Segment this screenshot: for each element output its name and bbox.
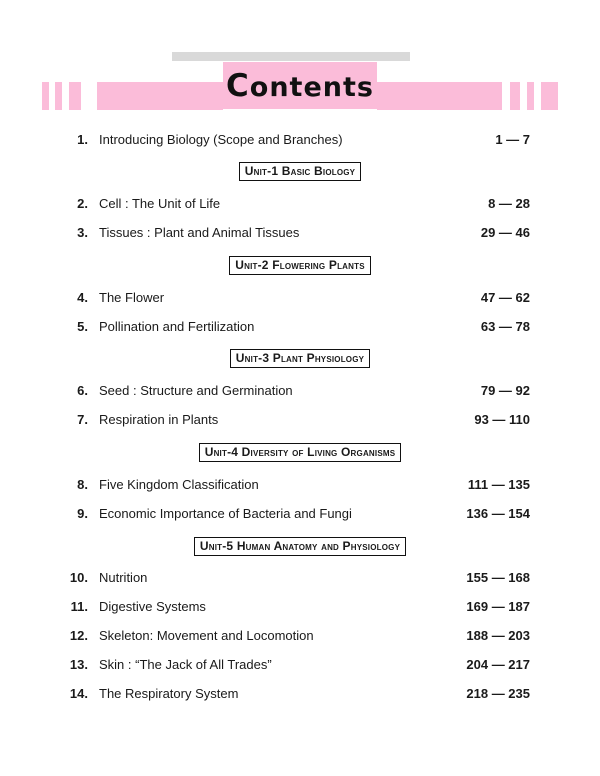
page-range: 29 — 46: [480, 225, 530, 240]
stripe: [69, 82, 81, 110]
chapter-number: 2.: [77, 196, 88, 211]
chapter-number: 3.: [77, 225, 88, 240]
toc-row[interactable]: [0, 626, 600, 646]
chapter-title: Digestive Systems: [99, 599, 206, 614]
page-range: 218 — 235: [466, 686, 530, 701]
chapter-number: 9.: [77, 506, 88, 521]
stripe: [527, 82, 534, 110]
unit-heading-row: [0, 443, 600, 462]
toc-row[interactable]: [0, 223, 600, 243]
toc-row[interactable]: [0, 684, 600, 704]
chapter-number: 10.: [69, 570, 88, 585]
chapter-number: 7.: [77, 412, 88, 427]
toc-row[interactable]: [0, 504, 600, 524]
page-range: 1 — 7: [495, 132, 530, 147]
chapter-number: 14.: [69, 686, 88, 701]
chapter-number: 12.: [69, 628, 88, 643]
toc-row[interactable]: [0, 194, 600, 214]
page-range: 111 — 135: [467, 477, 530, 492]
stripe: [42, 82, 49, 110]
unit-heading: Unit-2 Flowering Plants: [229, 256, 371, 275]
chapter-title: Nutrition: [99, 570, 148, 585]
chapter-title: Skin : “The Jack of All Trades”: [99, 657, 272, 672]
toc-row[interactable]: [0, 410, 600, 430]
unit-heading-row: [0, 256, 600, 275]
page-range: 63 — 78: [480, 319, 530, 334]
stripe: [510, 82, 520, 110]
chapter-number: 8.: [77, 477, 88, 492]
toc-row[interactable]: [0, 475, 600, 495]
page-range: 8 — 28: [488, 196, 530, 211]
chapter-number: 11.: [70, 599, 88, 614]
chapter-number: 13.: [69, 657, 88, 672]
unit-heading-row: [0, 349, 600, 368]
unit-heading-row: [0, 162, 600, 181]
unit-heading: Unit-1 Basic Biology: [239, 162, 361, 181]
chapter-title: Five Kingdom Classification: [99, 477, 259, 492]
unit-heading-row: [0, 537, 600, 556]
page-range: 136 — 154: [466, 506, 530, 521]
stripe: [541, 82, 558, 110]
chapter-title: The Respiratory System: [99, 686, 239, 701]
unit-heading: Unit-3 Plant Physiology: [230, 349, 370, 368]
toc-row[interactable]: [0, 317, 600, 337]
page-title: Contents: [226, 67, 374, 104]
header-gray-bar: [172, 52, 410, 61]
unit-heading: Unit-5 Human Anatomy and Physiology: [194, 537, 406, 556]
chapter-title: The Flower: [99, 290, 165, 305]
unit-heading: Unit-4 Diversity of Living Organisms: [199, 443, 402, 462]
chapter-title: Cell : The Unit of Life: [99, 196, 221, 211]
toc-row[interactable]: [0, 130, 600, 150]
chapter-number: 4.: [77, 290, 88, 305]
toc-row[interactable]: [0, 655, 600, 675]
chapter-title: Pollination and Fertilization: [99, 319, 255, 334]
chapter-number: 1.: [77, 132, 88, 147]
chapter-title: Respiration in Plants: [99, 412, 219, 427]
chapter-title: Skeleton: Movement and Locomotion: [99, 628, 314, 643]
stripe: [97, 82, 223, 110]
page-title-box: [223, 62, 377, 109]
toc-row[interactable]: [0, 568, 600, 588]
page-range: 169 — 187: [466, 599, 530, 614]
page-range: 188 — 203: [466, 628, 530, 643]
chapter-title: Seed : Structure and Germination: [99, 383, 293, 398]
page-range: 79 — 92: [480, 383, 530, 398]
page-range: 204 — 217: [466, 657, 530, 672]
toc-row[interactable]: [0, 597, 600, 617]
chapter-number: 6.: [77, 383, 88, 398]
chapter-title: Tissues : Plant and Animal Tissues: [99, 225, 300, 240]
stripe: [377, 82, 502, 110]
page-range: 93 — 110: [474, 412, 530, 427]
chapter-title: Introducing Biology (Scope and Branches): [99, 132, 343, 147]
chapter-title: Economic Importance of Bacteria and Fungi: [99, 506, 352, 521]
stripe: [55, 82, 62, 110]
chapter-number: 5.: [77, 319, 88, 334]
page-range: 47 — 62: [480, 290, 530, 305]
toc-row[interactable]: [0, 288, 600, 308]
toc-row[interactable]: [0, 381, 600, 401]
page-range: 155 — 168: [466, 570, 530, 585]
